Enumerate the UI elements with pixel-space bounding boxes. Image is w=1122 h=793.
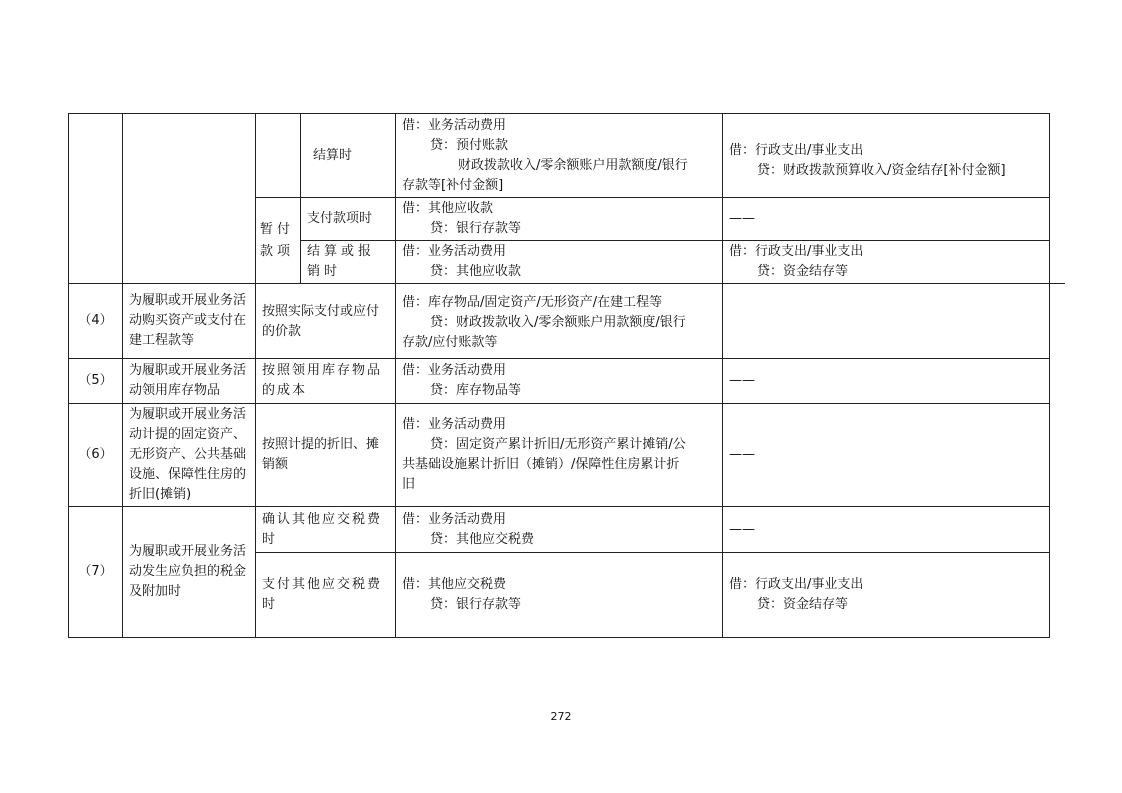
stage-cell: 支付其他应交税费时 [256,553,396,638]
event-cell: 为履职或开展业务活动发生应负担的税金及附加时 [123,507,256,638]
budget-entry-cell: —— [723,404,1050,507]
financial-entry-cell: 借：库存物品/固定资产/无形资产/在建工程等 贷：财政拨款收入/零余额账户用款额度/银行 存款/应付账款等 [396,284,723,359]
budget-entry-cell: 借：行政支出/事业支出 贷：财政拨款预算收入/资金结存[补付金额] [723,114,1050,198]
financial-entry-cell: 借：业务活动费用 贷：其他应收款 [396,241,723,284]
row-number-cell [69,114,123,284]
stage-cell: 结算或报销时 [301,241,396,284]
sub-category-cell [256,114,301,198]
financial-entry-cell: 借：其他应收款 贷：银行存款等 [396,198,723,241]
stage-cell: 按照计提的折旧、摊销额 [256,404,396,507]
row-number-cell: （4） [69,284,123,359]
table-border-extension [1048,283,1065,284]
stage-cell: 结算时 [301,114,396,198]
budget-entry-cell: 借：行政支出/事业支出 贷：资金结存等 [723,241,1050,284]
budget-entry-cell: 借：行政支出/事业支出 贷：资金结存等 [723,553,1050,638]
accounting-table [68,113,1050,638]
row-number-cell: （7） [69,507,123,638]
budget-entry-cell [723,284,1050,359]
event-cell [123,114,256,284]
row-number-cell: （6） [69,404,123,507]
budget-entry-cell: —— [723,359,1050,404]
table-row [69,359,1050,404]
financial-entry-cell: 借：业务活动费用 贷：库存物品等 [396,359,723,404]
financial-entry-cell: 借：业务活动费用 贷：预付账款 财政拨款收入/零余额账户用款额度/银行 存款等[补付金额] [396,114,723,198]
financial-entry-cell: 借：业务活动费用 贷：固定资产累计折旧/无形资产累计摊销/公 共基础设施累计折旧（摊销）/保障性住房累计折 旧 [396,404,723,507]
stage-cell: 按照领用库存物品的成本 [256,359,396,404]
stage-cell: 按照实际支付或应付的价款 [256,284,396,359]
event-cell: 为履职或开展业务活动领用库存物品 [123,359,256,404]
table-row [69,284,1050,359]
sub-category-cell: 暂付款项 [256,198,301,284]
budget-entry-cell: —— [723,198,1050,241]
row-number-cell: （5） [69,359,123,404]
event-cell: 为履职或开展业务活动计提的固定资产、无形资产、公共基础设施、保障性住房的折旧(摊销) [123,404,256,507]
event-cell: 为履职或开展业务活动购买资产或支付在建工程款等 [123,284,256,359]
table-row [69,507,1050,553]
table-row [69,114,1050,198]
budget-entry-cell: —— [723,507,1050,553]
stage-cell: 支付款项时 [301,198,396,241]
table-row [69,404,1050,507]
financial-entry-cell: 借：业务活动费用 贷：其他应交税费 [396,507,723,553]
stage-cell: 确认其他应交税费时 [256,507,396,553]
page-number: 272 [550,710,572,723]
financial-entry-cell: 借：其他应交税费 贷：银行存款等 [396,553,723,638]
